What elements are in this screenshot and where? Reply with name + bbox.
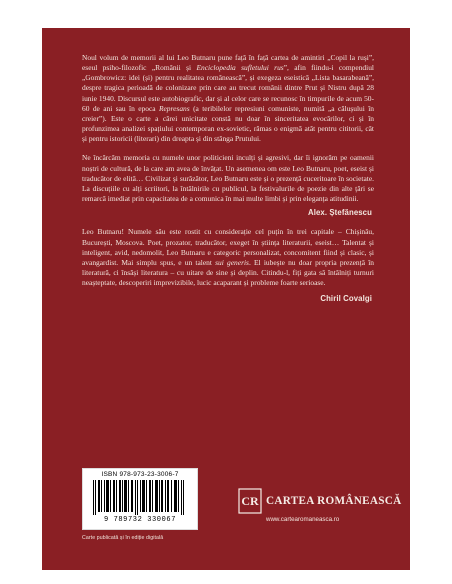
paragraph-1-part-a: Noul volum de memorii al lui Leo Butnaru pune față în față cartea de amintiri „Copil la ruși”, eseul psiho-filozofic „Românii și (82, 53, 374, 73)
paragraph-1-part-b: ”, afin fiindu-i compendiul „Gombrowicz: idei (și) pentru realitatea românească”, și exegeza eseistică „Lista basarabeană”, despre tragica perioadă de colonizare prin care au trecut românii dintre Prut și Nistru după 28 iunie 1940. Discursul este autobiografic, dar și al celor care se recunosc în timpurile de acum 50-60 de ani sau în epoca (82, 63, 374, 113)
ean-digits: 9 789732 330067 (103, 516, 176, 524)
publisher-block (238, 488, 408, 528)
isbn-number: ISBN 978-973-23-3006-7 (101, 471, 179, 478)
svg-text:CR: CR (241, 494, 259, 508)
signature-stefanescu: Alex. Ștefănescu (307, 208, 372, 218)
paragraph-spacer (82, 218, 374, 227)
blurb-paragraph-1 (82, 53, 374, 144)
back-cover (42, 28, 410, 570)
barcode-icon (91, 480, 189, 515)
paragraph-1-italic-represans: Represans (158, 103, 190, 113)
paragraph-3-part-b: . El iubește nu doar propria prezență în literatură, ci însăși literatura – cu uitare de sine și deplin. Citindu-l, fiți gata să întâlniți turnuri neașteptate, descoperiri imprevizibile, lucic acaparant și probleme foarte serioase. (82, 257, 375, 288)
paragraph-spacer (82, 144, 374, 153)
signature-covalgi: Chiril Covalgi (320, 294, 372, 304)
paragraph-1-part-c: (a teribilelor represiuni comuniste, numită „a călușului în creier”). Este o carte a cărei unicitate constă nu doar în sinceritatea evocărilor, ci și în profunzimea analizei spațiului contemporan ex-sovietic, rămas o enigmă atât pentru cititorii, cât și pentru istoricii (literari) din dreapta și din stânga Prutului. (82, 103, 374, 144)
isbn-barcode (82, 468, 198, 530)
paragraph-1-italic-title: Enciclopedia sufletului rus (196, 63, 284, 73)
publisher-url[interactable]: www.cartearomaneasca.ro (266, 516, 340, 523)
paragraph-3-part-a: Leo Butnaru! Numele său este rostit cu considerație cel puțin în trei capitale – Chișinău, București, Moscova. Poet, prozator, traducător, exeget în știința literaturii, eseist… Talentat și inteligent, avid, nedomolit, Leo Butnaru e categoric personalizat, concomitent fiind și clasic, și avangardist. Mai simplu spus, e un talent (82, 227, 374, 267)
blurb-paragraph-3 (82, 227, 374, 288)
paragraph-3-italic-sui-generis: sui generis (215, 257, 249, 267)
digital-edition-note: Carte publicată și în ediție digitală (82, 535, 164, 541)
blurb-text (82, 53, 374, 304)
publisher-name: CARTEA ROMÂNEASCĂ (266, 495, 402, 507)
paragraph-2-text: Ne încărcăm memoria cu numele unor politicieni inculți și agresivi, dar îi ignorăm pe oamenii noștri de cultură, de la care am avea de învățat. Un asemenea om este Leo Butnaru, poet, eseist și traducător de elită… Civilizat și surâzător, Leo Butnaru este și o prezență cuceritoare în societate. La discuțiile cu alți scriitori, la întâlnirile cu publicul, la festivalurile de poezie din alte țări se remarcă imediat prin capacitatea de a comunica în mai multe limbi și prin eleganța atitudinii. (82, 153, 374, 204)
cr-logo-icon (238, 488, 262, 514)
blurb-paragraph-2 (82, 153, 374, 204)
